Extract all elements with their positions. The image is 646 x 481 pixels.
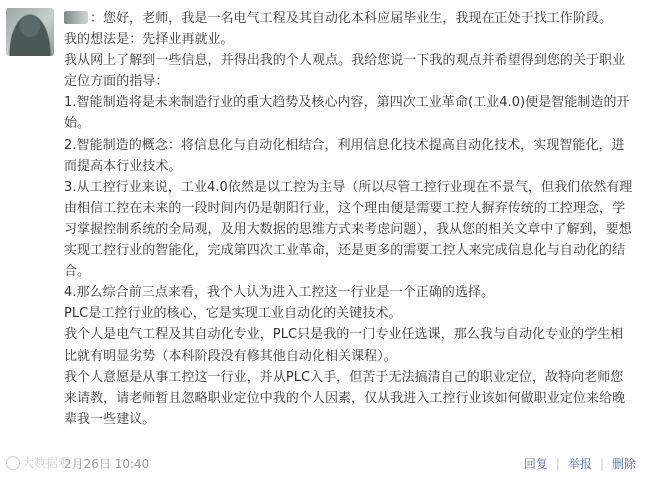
- post-intro: [64, 8, 636, 29]
- action-separator: |: [599, 457, 604, 471]
- post-intro-text: ：您好，老师，我是一名电气工程及其自动化本科应届毕业生，我现在正处于找工作阶段。: [90, 11, 613, 26]
- post-paragraph: PLC是工控行业的核心，它是实现工业自动化的关键技术。: [64, 306, 402, 322]
- post-paragraph: 我的想法是：先择业再就业。: [64, 32, 234, 48]
- post-paragraph: 1.智能制造将是未来制造行业的重大趋势及核心内容，第四次工业革命(工业4.0)便是智能制造的开始。: [64, 95, 630, 132]
- post-paragraph: 3.从工控行业来说，工业4.0依然是以工控为主导（所以尽管工控行业现在不景气，但我们依然有理由相信工控在未来的一段时间内仍是朝阳行业，这个理由便是需要工控人摒弃传统的工控理念，学习掌握控制系统的全局观，及用大数据的思维方式来考虑问题），我从您的相关文章中了解到，要想实现工控行业的智能化，完成第四次工业革命，还是更多的需要工控人来完成信息化与自动化的结合。: [64, 179, 633, 280]
- post-paragraph: 2.智能制造的概念：将信息化与自动化相结合，利用信息化技术提高自动化技术，实现智能化，进而提高本行业技术。: [64, 137, 625, 174]
- report-link[interactable]: 举报: [567, 457, 592, 471]
- watermark-text: 大数据观: [22, 456, 71, 470]
- post-paragraph: 4.那么综合前三点来看，我个人认为进入工控这一行业是一个正确的选择。: [64, 285, 495, 301]
- watermark: [6, 454, 70, 471]
- author-name-blurred[interactable]: [64, 11, 88, 24]
- post-actions: [524, 455, 636, 472]
- watermark-logo-icon: [6, 456, 20, 470]
- post-paragraph: 我从网上了解到一些信息，并得出我的个人观点。我给您说一下我的观点并希望得到您的关于职业定位方面的指导：: [64, 53, 626, 90]
- avatar[interactable]: [6, 8, 54, 56]
- post-content: [64, 8, 636, 430]
- post-timestamp: 2月26日 10:40: [64, 457, 150, 471]
- post-paragraph: 我个人意愿是从事工控这一行业，并从PLC入手，但苦于无法搞清自己的职业定位，故特向老师您来请教，请老师暂且忽略职业定位中我的个人因素，仅从我进入工控行业该如何做职业定位来给晚辈我一些建议。: [64, 369, 626, 427]
- action-separator: |: [555, 457, 560, 471]
- post-footer: [64, 454, 636, 472]
- reply-link[interactable]: 回复: [523, 457, 548, 471]
- post-paragraph: 我个人是电气工程及其自动化专业，PLC只是我的一门专业任选课，那么我与自动化专业的学生相比就有明显劣势（本科阶段没有修其他自动化相关课程）。: [64, 327, 624, 364]
- delete-link[interactable]: 删除: [611, 457, 636, 471]
